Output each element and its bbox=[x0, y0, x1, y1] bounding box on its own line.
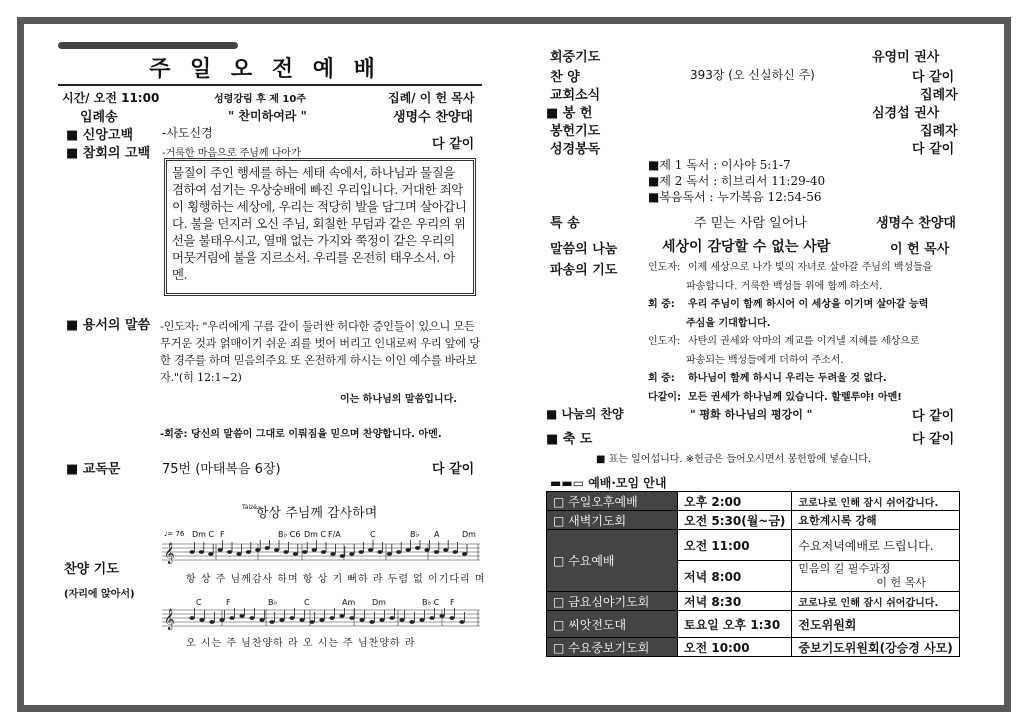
note-head bbox=[229, 616, 234, 620]
schedule-time: 오전 11:00 bbox=[678, 530, 792, 561]
confession-text: 물질이 주인 행세를 하는 세태 속에서, 하나님과 물질을 겸하여 섬기는 우상숭배에 빠진 우리입니다. 거대한 죄악이 횡행하는 세상에, 우리는 적당히 발을 담그며 살아갑니다. 불을 던지러 오신 주님, 회칠한 무덤과 같은 우리의 위선을 불태우시고, 열매 없는 가지와 쭉정이 같은 우리의 머뭇거림에 불을 지르소서. 우리를 온전히 태우소서. 아멘. bbox=[164, 158, 476, 296]
sending-speaker: 회 중: bbox=[648, 299, 675, 310]
chord: B♭ C6 bbox=[278, 530, 301, 539]
schedule-name: □ 금요심야기도회 bbox=[547, 592, 678, 611]
chord: B♭ C bbox=[422, 598, 440, 607]
note-head bbox=[359, 618, 364, 622]
offering-prayer-label: 봉헌기도 bbox=[550, 124, 601, 139]
schedule-desc bbox=[792, 561, 960, 592]
reading-1: ■제 1 독서 : 이사야 5:1-7 bbox=[648, 158, 791, 172]
sermon-title: 세상이 감당할 수 없는 사람 bbox=[662, 239, 831, 255]
chord: F bbox=[450, 598, 455, 607]
note-head bbox=[377, 550, 382, 554]
schedule-desc: 전도위원회 bbox=[792, 611, 960, 638]
sending-speaker: 인도자: bbox=[648, 262, 681, 273]
note-head bbox=[239, 614, 244, 618]
schedule-desc: 수요저녁예배로 드립니다. bbox=[792, 530, 960, 561]
note-head bbox=[189, 550, 194, 554]
note-head bbox=[443, 548, 448, 552]
hymn-content: 393장 (오 신실하신 주) bbox=[690, 68, 815, 82]
note-head bbox=[329, 616, 334, 620]
note-head bbox=[429, 616, 434, 620]
schedule-name: □ 수요예배 bbox=[547, 530, 678, 592]
praise-label: ■ 나눔의 찬양 bbox=[546, 407, 624, 421]
note-head bbox=[409, 620, 414, 624]
note-head bbox=[434, 550, 439, 554]
note-head bbox=[368, 548, 373, 552]
lyrics-line-2: 오 시는 주 님찬양하 라 오 시는 주 님찬양하 라 bbox=[186, 638, 416, 649]
note-head bbox=[369, 620, 374, 624]
note-head bbox=[462, 552, 467, 556]
title-divider bbox=[58, 84, 482, 86]
sending-line: 하나님이 함께 하시니 우리는 두려울 것 없다. bbox=[688, 373, 887, 384]
note-head bbox=[227, 550, 232, 554]
reading-content: 75번 (마태복음 6장) bbox=[162, 462, 281, 477]
note-head bbox=[319, 618, 324, 622]
schedule-desc-line: 믿음의 길 필수과정 bbox=[798, 562, 891, 575]
note-head bbox=[379, 618, 384, 622]
lyrics-line-1: 항 상 주 님께감사 하며 항 상 기 뻐하 라 두렴 없 이기다리 며 bbox=[186, 574, 486, 585]
schedule-desc: 중보기도위원회(강승경 사모) bbox=[792, 638, 960, 657]
special-content: 주 믿는 사람 일어나 bbox=[694, 216, 807, 231]
song-label: 찬양 기도 bbox=[64, 562, 119, 577]
chord: A bbox=[434, 530, 440, 539]
schedule-desc: 코로나로 인해 잠시 쉬어갑니다. bbox=[792, 492, 960, 511]
sending-speaker: 인도자: bbox=[648, 336, 681, 347]
table-row bbox=[547, 530, 960, 561]
schedule-name: □ 수요중보기도회 bbox=[547, 638, 678, 657]
table-row bbox=[547, 511, 960, 530]
table-row bbox=[547, 492, 960, 511]
special-by: 생명수 찬양대 bbox=[876, 216, 956, 231]
schedule-desc: 코로나로 인해 잠시 쉬어갑니다. bbox=[792, 592, 960, 611]
schedule-time: 저녁 8:00 bbox=[678, 561, 792, 592]
note-head bbox=[439, 614, 444, 618]
chord: C bbox=[304, 598, 310, 607]
chord: B♭ bbox=[268, 598, 278, 607]
sending-line: 우리 주님이 함께 하시어 이 세상을 이기며 살아갈 능력 bbox=[688, 299, 929, 310]
note-head bbox=[255, 548, 260, 552]
note-head bbox=[424, 548, 429, 552]
note-head bbox=[312, 548, 317, 552]
sending-line: 모든 권세가 하나님께 있습니다. 할렐루야! 아멘! bbox=[688, 391, 902, 403]
blessing-by: 다 같이 bbox=[912, 432, 955, 447]
sending-speaker: 다같이: bbox=[648, 391, 681, 403]
call-content: " 찬미하여라 " bbox=[228, 109, 307, 123]
hymn-label: 찬 양 bbox=[550, 70, 580, 85]
note-head bbox=[459, 620, 464, 624]
liturgical-week: 성령강림 후 제 10주 bbox=[214, 94, 306, 105]
note-head bbox=[269, 620, 274, 624]
reading-2: ■제 2 독서 : 히브리서 11:29-40 bbox=[648, 174, 826, 188]
chord: C bbox=[370, 530, 376, 539]
note-head bbox=[279, 618, 284, 622]
note-head bbox=[330, 552, 335, 556]
note-head bbox=[453, 550, 458, 554]
note-head bbox=[359, 550, 364, 554]
chord: Dm C bbox=[304, 530, 327, 539]
table-row bbox=[547, 592, 960, 611]
note-head bbox=[219, 618, 224, 622]
note-head bbox=[387, 552, 392, 556]
creed-content: -사도신경 bbox=[162, 126, 213, 140]
note-head bbox=[309, 620, 314, 624]
sending-speaker: 회 중: bbox=[648, 373, 675, 384]
schedule-time: 토요일 오후 1:30 bbox=[678, 611, 792, 638]
chord: F bbox=[220, 530, 225, 539]
note-head bbox=[236, 552, 241, 556]
sermon-by: 이 헌 목사 bbox=[890, 242, 950, 257]
schedule-desc: 요한계시록 강해 bbox=[792, 511, 960, 530]
schedule-table bbox=[546, 491, 960, 657]
reading-3: ■복음독서 : 누가복음 12:54-56 bbox=[648, 190, 822, 204]
table-row bbox=[547, 638, 960, 657]
schedule-name: □ 주일오후예배 bbox=[547, 492, 678, 511]
note-head bbox=[246, 550, 251, 554]
schedule-time: 오후 2:00 bbox=[678, 492, 792, 511]
chord: Dm bbox=[462, 530, 476, 539]
chord: F bbox=[226, 598, 231, 607]
note-head bbox=[299, 618, 304, 622]
note-head bbox=[396, 550, 401, 554]
prayer-label: 회중기도 bbox=[550, 50, 601, 65]
treble-clef-icon: 𝄞 bbox=[164, 543, 175, 564]
song-tempo: ♩= 76 bbox=[164, 530, 185, 538]
presider: 집례/ 이 헌 목사 bbox=[388, 91, 475, 105]
pardon-closing: 이는 하나님의 말씀입니다. bbox=[340, 394, 458, 405]
notice-text: ■ 표는 일어섭니다. ※헌금은 들어오시면서 봉헌함에 넣습니다. bbox=[596, 454, 872, 465]
note-head bbox=[399, 618, 404, 622]
news-by: 집례자 bbox=[920, 88, 958, 103]
title-decoration-bar bbox=[58, 42, 238, 49]
sermon-label: 말씀의 나눔 bbox=[550, 242, 618, 257]
chord: Dm bbox=[372, 598, 386, 607]
confession-sub: -거룩한 마음으로 주님께 나아가 bbox=[162, 148, 301, 159]
note-head bbox=[293, 552, 298, 556]
pardon-people: -회중: 당신의 말씀이 그대로 이뤄짐을 믿으며 찬양합니다. 아멘. bbox=[160, 429, 442, 440]
note-head bbox=[199, 618, 204, 622]
note-head bbox=[249, 616, 254, 620]
sending-label: 파송의 기도 bbox=[550, 263, 618, 278]
note-head bbox=[259, 618, 264, 622]
note-head bbox=[349, 552, 354, 556]
creed-label: ■ 신앙고백 bbox=[66, 128, 134, 143]
note-head bbox=[449, 616, 454, 620]
offering-label: ■ 봉 헌 bbox=[546, 106, 593, 121]
call-by: 생명수 찬양대 bbox=[393, 110, 473, 125]
prayer-by: 유영미 권사 bbox=[872, 50, 940, 65]
note-head bbox=[199, 550, 204, 554]
note-head bbox=[208, 552, 213, 556]
staff-1 bbox=[162, 540, 480, 570]
offering-prayer-by: 집례자 bbox=[920, 124, 958, 139]
treble-clef-icon: 𝄞 bbox=[164, 609, 175, 630]
note-head bbox=[283, 550, 288, 554]
note-head bbox=[289, 616, 294, 620]
note-head bbox=[419, 618, 424, 622]
service-time: 시간/ 오전 11:00 bbox=[62, 91, 160, 105]
song-sub: (자리에 앉아서) bbox=[64, 589, 135, 600]
note-head bbox=[218, 548, 223, 552]
confession-by: 다 같이 bbox=[432, 137, 475, 152]
pardon-label: ■ 용서의 말씀 bbox=[66, 318, 151, 333]
chord: C bbox=[196, 598, 202, 607]
song-title: 항상 주님께 감사하며 bbox=[256, 506, 378, 521]
sending-line: 이제 세상으로 나가 빛의 자녀로 살아갈 주님의 백성들을 bbox=[688, 262, 933, 273]
news-label: 교회소식 bbox=[550, 88, 601, 103]
sending-line: 사탄의 권세와 악마의 계교를 이겨낼 지혜를 세상으로 bbox=[688, 336, 920, 347]
chord: B♭ bbox=[410, 530, 420, 539]
schedule-time: 저녁 8:30 bbox=[678, 592, 792, 611]
call-label: 입례송 bbox=[80, 110, 118, 125]
note-head bbox=[189, 616, 194, 620]
table-row bbox=[547, 611, 960, 638]
note-head bbox=[209, 620, 214, 624]
schedule-time: 오전 10:00 bbox=[678, 638, 792, 657]
note-head bbox=[339, 614, 344, 618]
chord: Dm C bbox=[192, 530, 215, 539]
note-head bbox=[415, 546, 420, 550]
note-head bbox=[349, 616, 354, 620]
special-label: 특 송 bbox=[550, 216, 580, 231]
note-head bbox=[274, 548, 279, 552]
note-head bbox=[265, 546, 270, 550]
praise-by: 다 같이 bbox=[912, 409, 955, 424]
sending-line: 파송합니다. 거룩한 백성들 위에 함께 하소서. bbox=[686, 280, 883, 292]
praise-content: " 평화 하나님의 평강이 " bbox=[690, 408, 813, 421]
chord: F/A bbox=[328, 530, 341, 539]
reading-by: 다 같이 bbox=[432, 462, 475, 477]
offering-by: 심경섭 권사 bbox=[872, 106, 940, 121]
schedule-time: 오전 5:30(월~금) bbox=[678, 511, 792, 530]
note-head bbox=[321, 550, 326, 554]
scripture-by: 다 같이 bbox=[912, 142, 955, 157]
song-taize: Taizé bbox=[242, 504, 257, 511]
chord: Am bbox=[342, 598, 356, 607]
note-head bbox=[302, 550, 307, 554]
note-head bbox=[340, 554, 345, 558]
confession-label: ■ 참회의 고백 bbox=[66, 146, 151, 161]
note-head bbox=[389, 616, 394, 620]
schedule-name: □ 씨앗전도대 bbox=[547, 611, 678, 638]
note-head bbox=[406, 548, 411, 552]
schedule-name: □ 새벽기도회 bbox=[547, 511, 678, 530]
staff-2 bbox=[162, 608, 480, 632]
schedule-title: ▬▬▭ 예배·모임 안내 bbox=[550, 476, 667, 490]
music-score bbox=[162, 528, 486, 649]
sending-line: 주심을 기대합니다. bbox=[686, 317, 771, 329]
scripture-label: 성경봉독 bbox=[550, 142, 601, 157]
sending-line: 파송되는 백성들에게 더하여 주소서. bbox=[686, 354, 844, 366]
schedule-desc-line: 이 헌 목사 bbox=[876, 576, 926, 589]
page-title: 주 일 오 전 예 배 bbox=[149, 57, 381, 82]
blessing-label: ■ 축 도 bbox=[546, 432, 593, 447]
pardon-leader: -인도자: "우리에게 구름 같이 둘러싼 허다한 증인들이 있으니 모든 무거운 것과 얽매이기 쉬운 죄를 벗어 버리고 인내로써 우리 앞에 당한 경주를 하며 믿음의주요 또 온전하게 하시는 이인 예수를 바라보자."(히 12:1~2) bbox=[160, 320, 480, 384]
reading-label: ■ 교독문 bbox=[66, 462, 121, 477]
hymn-by: 다 같이 bbox=[912, 70, 955, 85]
